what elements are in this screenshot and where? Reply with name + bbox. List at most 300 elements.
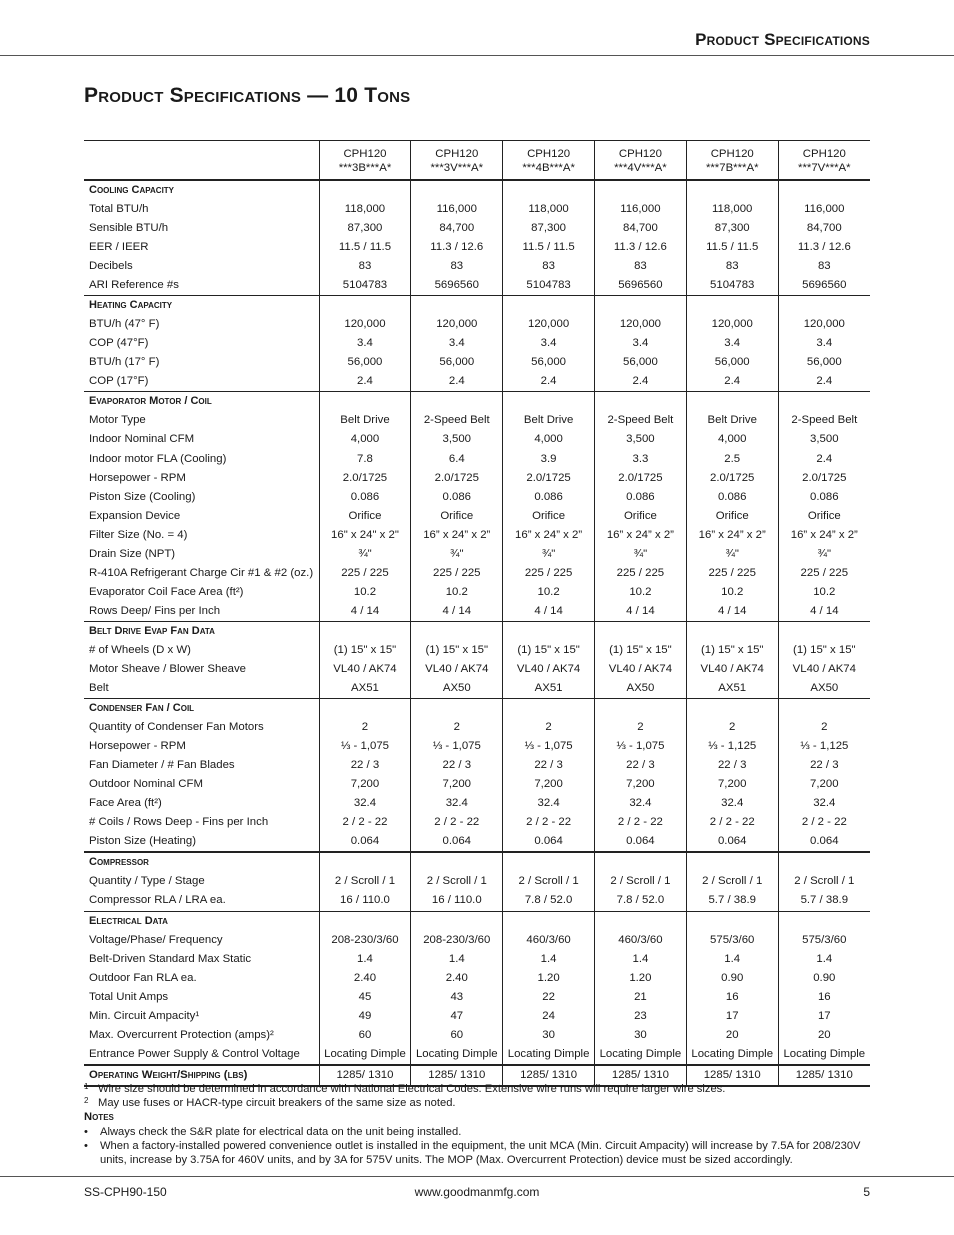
row-value: 2 / Scroll / 1	[686, 872, 778, 891]
section-heading-blank	[411, 296, 503, 316]
row-value: 17	[686, 1007, 778, 1026]
row-value: 83	[411, 257, 503, 276]
list-item	[84, 1125, 870, 1139]
table-row	[84, 583, 870, 602]
row-value: 3.3	[595, 450, 687, 469]
row-value: 2.4	[778, 372, 870, 392]
row-label: Drain Size (NPT)	[89, 547, 176, 560]
operating-weight-label: Operating Weight/Shipping (lbs)	[84, 1065, 319, 1086]
row-value: 11.5 / 11.5	[503, 238, 595, 257]
row-value: 24	[503, 1007, 595, 1026]
row-value: 2.4	[503, 372, 595, 392]
table-row	[84, 488, 870, 507]
row-value: AX51	[686, 679, 778, 699]
row-value: 5.7 / 38.9	[686, 891, 778, 911]
row-value: 30	[595, 1026, 687, 1045]
row-value: 120,000	[411, 315, 503, 334]
row-value: 2.0/1725	[778, 469, 870, 488]
row-label: ARI Reference #s	[84, 276, 319, 296]
row-value: AX50	[778, 679, 870, 699]
row-value: 2.4	[778, 450, 870, 469]
row-value: 2 / Scroll / 1	[595, 872, 687, 891]
row-value: 225 / 225	[686, 564, 778, 583]
row-value: ⅓ - 1,075	[595, 737, 687, 756]
row-value: (1) 15" x 15"	[778, 641, 870, 660]
row-value: 3,500	[778, 430, 870, 449]
row-value: 5104783	[319, 276, 411, 296]
row-label: COP (17°F)	[84, 372, 319, 392]
row-label: Belt	[84, 679, 319, 699]
row-value: 17	[778, 1007, 870, 1026]
table-row	[84, 545, 870, 564]
row-value: 16” x 24” x 2”	[595, 526, 687, 545]
row-value: 87,300	[503, 219, 595, 238]
row-value: 4,000	[319, 430, 411, 449]
row-value: 120,000	[686, 315, 778, 334]
row-value: 6.4	[411, 450, 503, 469]
model-column-header	[319, 141, 411, 181]
row-value: 10.2	[595, 583, 687, 602]
row-label: Total BTU/h	[89, 203, 149, 216]
row-value: 10.2	[503, 583, 595, 602]
row-value: 7,200	[595, 775, 687, 794]
row-label: BTU/h (47° F)	[89, 318, 160, 331]
row-value: 32.4	[503, 794, 595, 813]
row-value: 2	[411, 718, 503, 737]
section-heading-blank	[319, 180, 411, 200]
row-value: 2 / 2 - 22	[686, 813, 778, 832]
table-row	[84, 813, 870, 832]
section-heading-blank	[503, 392, 595, 412]
model-name-line1: CPH120	[343, 148, 387, 160]
model-column-header	[411, 141, 503, 181]
row-value: 16 / 110.0	[319, 891, 411, 911]
list-item	[84, 1139, 870, 1167]
row-value: 7.8 / 52.0	[503, 891, 595, 911]
row-value: 0.086	[686, 488, 778, 507]
table-row	[84, 950, 870, 969]
section-heading-blank	[411, 621, 503, 641]
model-name-line1: CPH120	[435, 148, 479, 160]
spec-section	[84, 852, 870, 911]
section-title: Condenser Fan / Coil	[89, 702, 195, 715]
row-value: 22 / 3	[686, 756, 778, 775]
table-row	[84, 507, 870, 526]
row-value: Locating Dimple	[319, 1045, 411, 1065]
model-name-line2: ***7B***A*	[705, 162, 759, 174]
table-row	[84, 737, 870, 756]
row-value: 1.4	[686, 950, 778, 969]
footer-rule	[0, 1176, 954, 1177]
row-label: Sensible BTU/h	[89, 222, 169, 235]
table-row	[84, 219, 870, 238]
row-value: 0.064	[778, 832, 870, 852]
row-value: 2 / 2 - 22	[411, 813, 503, 832]
row-value: 2.40	[411, 969, 503, 988]
row-value: 120,000	[595, 315, 687, 334]
row-value: 460/3/60	[503, 931, 595, 950]
row-value: 11.3 / 12.6	[595, 238, 687, 257]
row-value: 56,000	[595, 353, 687, 372]
row-value: Locating Dimple	[503, 1045, 595, 1065]
table-row	[84, 756, 870, 775]
section-heading-blank	[411, 852, 503, 872]
row-value: 10.2	[411, 583, 503, 602]
row-value: 47	[411, 1007, 503, 1026]
footer-website-link[interactable]: www.goodmanmfg.com	[414, 1185, 540, 1199]
table-row	[84, 891, 870, 911]
row-value: Locating Dimple	[686, 1045, 778, 1065]
spec-table	[84, 140, 870, 1087]
row-value: 1.4	[503, 950, 595, 969]
row-value: 16	[686, 988, 778, 1007]
row-label: Indoor Nominal CFM	[89, 433, 195, 446]
row-label: BTU/h (17° F)	[89, 356, 160, 369]
row-value: ⅓ - 1,125	[686, 737, 778, 756]
section-heading-row	[84, 296, 870, 316]
section-heading-blank	[411, 911, 503, 931]
row-value: 2 / 2 - 22	[319, 813, 411, 832]
model-name-line2: ***4B***A*	[522, 162, 575, 174]
row-value: 45	[319, 988, 411, 1007]
header-rule	[0, 55, 954, 56]
row-value: Orifice	[503, 507, 595, 526]
row-value: 83	[778, 257, 870, 276]
section-title: Cooling Capacity	[89, 184, 175, 196]
model-header-row	[84, 141, 870, 181]
row-value: 2	[319, 718, 411, 737]
row-value: AX51	[319, 679, 411, 699]
section-heading-blank	[319, 699, 411, 719]
table-row	[84, 988, 870, 1007]
row-value: 5696560	[595, 276, 687, 296]
row-label: Belt-Driven Standard Max Static	[89, 952, 252, 965]
row-value: (1) 15" x 15"	[686, 641, 778, 660]
row-value: 16” x 24” x 2”	[686, 526, 778, 545]
row-value: 1.4	[411, 950, 503, 969]
row-value: 60	[319, 1026, 411, 1045]
row-value: ¾"	[319, 545, 411, 564]
row-value: 4 / 14	[595, 602, 687, 622]
row-value: 5.7 / 38.9	[778, 891, 870, 911]
row-value: VL40 / AK74	[503, 660, 595, 679]
row-label: Filter Size (No. = 4)	[89, 528, 188, 541]
section-heading-blank	[778, 621, 870, 641]
row-value: 2-Speed Belt	[778, 411, 870, 430]
table-row	[84, 602, 870, 622]
row-value: 11.5 / 11.5	[686, 238, 778, 257]
table-row	[84, 315, 870, 334]
row-value: 4,000	[503, 430, 595, 449]
section-heading-blank	[686, 852, 778, 872]
section-heading-blank	[778, 180, 870, 200]
row-value: 0.086	[595, 488, 687, 507]
table-row	[84, 564, 870, 583]
row-value: 22	[503, 988, 595, 1007]
section-heading-blank	[778, 392, 870, 412]
row-value: 4 / 14	[686, 602, 778, 622]
row-label: Evaporator Coil Face Area (ft²)	[89, 585, 244, 598]
table-row	[84, 450, 870, 469]
row-label: Piston Size (Cooling)	[89, 490, 196, 503]
row-value: 0.086	[319, 488, 411, 507]
row-value: 5104783	[686, 276, 778, 296]
row-label: Entrance Power Supply & Control Voltage	[84, 1045, 319, 1065]
row-value: 10.2	[319, 583, 411, 602]
row-value: 2.5	[686, 450, 778, 469]
row-value: ¾"	[686, 545, 778, 564]
row-value: AX50	[595, 679, 687, 699]
row-label: Min. Circuit Ampacity¹	[89, 1009, 200, 1022]
row-value: 2.4	[686, 372, 778, 392]
row-value: Belt Drive	[503, 411, 595, 430]
row-value: 0.086	[411, 488, 503, 507]
row-value: 3,500	[411, 430, 503, 449]
table-row	[84, 872, 870, 891]
row-value: 2 / Scroll / 1	[503, 872, 595, 891]
row-label: Motor Sheave / Blower Sheave	[89, 663, 247, 675]
row-value: 208-230/3/60	[411, 931, 503, 950]
operating-weight-value: 1285/ 1310	[778, 1065, 870, 1086]
row-value: 7.8	[319, 450, 411, 469]
row-value: 7,200	[411, 775, 503, 794]
row-value: 10.2	[686, 583, 778, 602]
row-value: 1.4	[595, 950, 687, 969]
row-value: Orifice	[411, 507, 503, 526]
table-row	[84, 679, 870, 699]
section-heading-blank	[319, 621, 411, 641]
row-value: 22 / 3	[319, 756, 411, 775]
row-value: 20	[778, 1026, 870, 1045]
section-heading-blank	[503, 852, 595, 872]
table-row	[84, 276, 870, 296]
row-value: Belt Drive	[686, 411, 778, 430]
row-value: 11.3 / 12.6	[778, 238, 870, 257]
row-value: 21	[595, 988, 687, 1007]
row-value: 2.0/1725	[411, 469, 503, 488]
row-value: 2.4	[319, 372, 411, 392]
row-value: 3.4	[411, 334, 503, 353]
row-value: 5104783	[503, 276, 595, 296]
row-value: ¾"	[411, 545, 503, 564]
row-label: Compressor RLA / LRA ea.	[84, 891, 319, 911]
note-text: When a factory-installed powered convenience outlet is installed in the equipment, the unit MCA (Min. Circuit Ampacity) will increase by 7.5A for 208/230V units, increase by 3.75A for 460V units, and by 3A for 575V units. The MOP (Max. Overcurrent Protection) device must be sized accordingly.	[100, 1139, 861, 1167]
row-value: (1) 15" x 15"	[595, 641, 687, 660]
table-row	[84, 1026, 870, 1045]
section-heading-blank	[595, 621, 687, 641]
row-value: 116,000	[411, 200, 503, 219]
section-heading-blank	[595, 392, 687, 412]
notes-list	[84, 1125, 870, 1168]
row-label: Max. Overcurrent Protection (amps)²	[89, 1028, 274, 1041]
model-column-header	[595, 141, 687, 181]
section-heading-blank	[686, 699, 778, 719]
row-value: 1.20	[503, 969, 595, 988]
table-row	[84, 200, 870, 219]
row-value: 7,200	[319, 775, 411, 794]
row-label: Fan Diameter / # Fan Blades	[89, 759, 235, 772]
row-value: 0.086	[778, 488, 870, 507]
section-heading-blank	[686, 296, 778, 316]
row-value: 87,300	[686, 219, 778, 238]
row-label: Decibels	[89, 260, 133, 273]
section-heading-row	[84, 852, 870, 872]
row-value: 32.4	[411, 794, 503, 813]
row-value: Orifice	[595, 507, 687, 526]
row-value: 83	[503, 257, 595, 276]
row-value: 23	[595, 1007, 687, 1026]
row-value: 0.90	[778, 969, 870, 988]
row-label: COP (47°F)	[89, 337, 149, 350]
row-value: 2	[778, 718, 870, 737]
row-value: 120,000	[319, 315, 411, 334]
row-value: 32.4	[686, 794, 778, 813]
model-column-header	[503, 141, 595, 181]
row-value: 116,000	[778, 200, 870, 219]
row-value: 83	[319, 257, 411, 276]
row-value: 84,700	[411, 219, 503, 238]
row-value: 83	[686, 257, 778, 276]
row-value: 4 / 14	[503, 602, 595, 622]
table-row	[84, 775, 870, 794]
table-row	[84, 794, 870, 813]
row-value: 1.4	[778, 950, 870, 969]
row-value: 32.4	[319, 794, 411, 813]
row-value: 460/3/60	[595, 931, 687, 950]
footnotes	[84, 1082, 870, 1167]
row-value: ¾"	[595, 545, 687, 564]
row-value: 22 / 3	[503, 756, 595, 775]
section-heading-blank	[778, 911, 870, 931]
row-label: Face Area (ft²)	[89, 797, 162, 810]
row-value: 49	[319, 1007, 411, 1026]
footnote	[84, 1082, 870, 1096]
row-label: Quantity of Condenser Fan Motors	[89, 721, 264, 734]
row-value: VL40 / AK74	[778, 660, 870, 679]
row-value: 3.9	[503, 450, 595, 469]
footnote-mark: 1	[84, 1082, 89, 1091]
section-heading-blank	[503, 621, 595, 641]
row-value: 87,300	[319, 219, 411, 238]
row-label: Expansion Device	[89, 509, 181, 522]
row-value: 4 / 14	[778, 602, 870, 622]
row-value: 3,500	[595, 430, 687, 449]
spec-section	[84, 180, 870, 296]
section-heading-row	[84, 911, 870, 931]
table-row	[84, 334, 870, 353]
section-title: Heating Capacity	[89, 299, 173, 312]
row-value: 3.4	[686, 334, 778, 353]
row-value: 16 / 110.0	[411, 891, 503, 911]
row-value: 225 / 225	[595, 564, 687, 583]
row-value: 0.064	[411, 832, 503, 852]
row-value: 2 / Scroll / 1	[411, 872, 503, 891]
row-value: 16” x 24” x 2”	[778, 526, 870, 545]
row-value: 3.4	[319, 334, 411, 353]
row-label: Motor Type	[89, 414, 146, 427]
spec-section	[84, 699, 870, 853]
row-value: AX51	[503, 679, 595, 699]
section-heading-blank	[411, 392, 503, 412]
footnote	[84, 1096, 870, 1110]
row-value: 225 / 225	[319, 564, 411, 583]
row-value: 0.064	[319, 832, 411, 852]
row-value: 7,200	[686, 775, 778, 794]
section-heading-blank	[686, 180, 778, 200]
operating-weight-value: 1285/ 1310	[411, 1065, 503, 1086]
row-value: Orifice	[778, 507, 870, 526]
footnote-text: Wire size should be determined in accordance with National Electrical Codes. Extensive wire runs will require larger wire sizes.	[98, 1083, 726, 1095]
table-row	[84, 469, 870, 488]
row-value: 0.064	[503, 832, 595, 852]
section-heading-blank	[319, 392, 411, 412]
model-name-line1: CPH120	[527, 148, 571, 160]
table-row	[84, 641, 870, 660]
operating-weight-value: 1285/ 1310	[686, 1065, 778, 1086]
row-value: 118,000	[686, 200, 778, 219]
section-heading-blank	[595, 911, 687, 931]
row-value: 2.0/1725	[319, 469, 411, 488]
row-value: 5696560	[778, 276, 870, 296]
footnote-mark: 2	[84, 1096, 89, 1106]
row-value: 0.064	[595, 832, 687, 852]
row-value: 2.40	[319, 969, 411, 988]
row-label: Outdoor Fan RLA ea.	[89, 971, 197, 984]
row-value: 30	[503, 1026, 595, 1045]
table-row	[84, 526, 870, 545]
section-heading-row	[84, 699, 870, 719]
row-value: 4,000	[686, 430, 778, 449]
footer-page-number: 5	[863, 1185, 870, 1199]
row-value: 1.20	[595, 969, 687, 988]
row-label: # Coils / Rows Deep - Fins per Inch	[89, 816, 269, 829]
section-title: Belt Drive Evap Fan Data	[89, 624, 215, 637]
row-value: ¾"	[778, 545, 870, 564]
row-value: 2.0/1725	[595, 469, 687, 488]
row-value: 3.4	[778, 334, 870, 353]
table-row	[84, 718, 870, 737]
model-name-line1: CPH120	[710, 148, 754, 160]
row-value: 83	[595, 257, 687, 276]
table-row	[84, 238, 870, 257]
row-value: 2 / Scroll / 1	[319, 872, 411, 891]
section-heading-blank	[686, 392, 778, 412]
row-value: 118,000	[319, 200, 411, 219]
row-label: Total Unit Amps	[89, 990, 169, 1003]
row-value: VL40 / AK74	[411, 660, 503, 679]
model-name-line1: CPH120	[618, 148, 662, 160]
section-heading-blank	[595, 296, 687, 316]
row-value: 60	[411, 1026, 503, 1045]
header-title: Product Specifications	[695, 30, 870, 49]
row-value: 2 / 2 - 22	[595, 813, 687, 832]
section-heading-blank	[411, 699, 503, 719]
row-value: VL40 / AK74	[686, 660, 778, 679]
model-name-line2: ***4V***A*	[614, 162, 667, 174]
row-value: 2-Speed Belt	[595, 411, 687, 430]
model-column-header	[778, 141, 870, 181]
section-heading-blank	[319, 296, 411, 316]
row-value: 16” x 24” x 2”	[503, 526, 595, 545]
row-value: 3.4	[503, 334, 595, 353]
row-label: Outdoor Nominal CFM	[89, 778, 203, 791]
section-heading-blank	[503, 296, 595, 316]
row-value: 120,000	[503, 315, 595, 334]
row-value: 56,000	[686, 353, 778, 372]
page-title: Product Specifications — 10 Tons	[84, 84, 411, 107]
row-value: 22 / 3	[595, 756, 687, 775]
row-label: Piston Size (Heating)	[84, 832, 319, 852]
